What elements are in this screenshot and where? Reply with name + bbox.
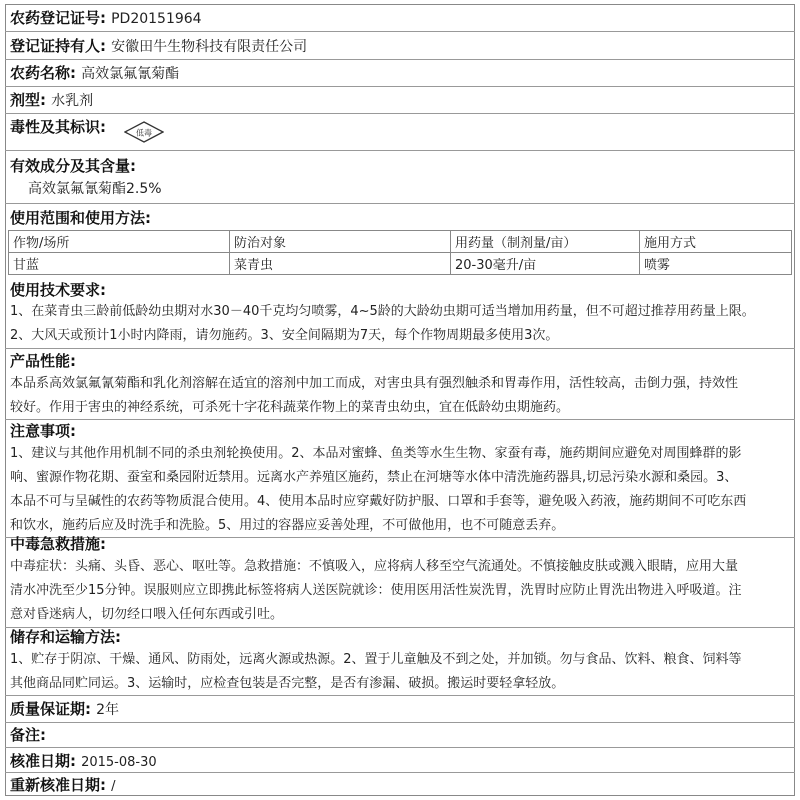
re-approval-date-value: / bbox=[111, 779, 116, 794]
precautions-body bbox=[10, 442, 790, 538]
divider bbox=[5, 86, 795, 87]
shelf-life-label: 质量保证期: bbox=[10, 700, 91, 718]
ingredient-value: 高效氯氟氰菊酯2.5% bbox=[28, 181, 162, 197]
divider bbox=[5, 31, 795, 32]
ingredient-header bbox=[10, 155, 790, 176]
usage-table-header-row bbox=[9, 231, 792, 253]
usage-col-crop: 作物/场所 bbox=[9, 231, 230, 253]
remarks-label: 备注: bbox=[10, 726, 46, 744]
formulation-label: 剂型: bbox=[10, 91, 46, 109]
usage-header bbox=[10, 207, 790, 228]
performance-label: 产品性能: bbox=[10, 352, 76, 370]
storage-line: 1、贮存于阴凉、干燥、通风、防雨处，远离火源或热源。2、置于儿童触及不到之处，并加锁。勿与食品、饮料、粮食、饲料等 bbox=[10, 652, 742, 667]
remarks-row bbox=[10, 724, 790, 745]
divider bbox=[5, 722, 795, 723]
tech-body bbox=[10, 300, 790, 348]
first-aid-label: 中毒急救措施: bbox=[10, 535, 106, 553]
usage-table bbox=[8, 230, 792, 275]
usage-cell-crop: 甘蓝 bbox=[9, 253, 230, 275]
precautions-line: 和饮水，施药后应及时洗手和洗脸。5、用过的容器应妥善处理，不可做他用，也不可随意丢弃。 bbox=[10, 518, 565, 533]
tech-line: 2、大风天或预计1小时内降雨，请勿施药。3、安全间隔期为7天，每个作物周期最多使用3次。 bbox=[10, 328, 559, 343]
approval-date-label: 核准日期: bbox=[10, 752, 76, 770]
first-aid-line: 清水冲洗至少15分钟。误服则应立即携此标签将病人送医院就诊：使用医用活性炭洗胃，洗胃时应防止胃洗出物进入呼吸道。注 bbox=[10, 583, 742, 598]
usage-col-target: 防治对象 bbox=[230, 231, 451, 253]
performance-header bbox=[10, 350, 790, 371]
ingredient-value-row bbox=[28, 178, 790, 198]
reg-no-row bbox=[10, 7, 790, 28]
ingredient-label: 有效成分及其含量: bbox=[10, 157, 136, 175]
holder-label: 登记证持有人: bbox=[10, 37, 106, 55]
divider bbox=[5, 113, 795, 114]
re-approval-date-row bbox=[10, 774, 790, 795]
divider bbox=[5, 59, 795, 60]
reg-no-value: PD20151964 bbox=[111, 11, 202, 27]
storage-line: 其他商品同贮同运。3、运输时，应检查包装是否完整，是否有渗漏、破损。搬运时要轻拿轻放。 bbox=[10, 676, 565, 691]
tech-label: 使用技术要求: bbox=[10, 281, 106, 299]
first-aid-body bbox=[10, 555, 790, 627]
usage-cell-target: 菜青虫 bbox=[230, 253, 451, 275]
toxicity-badge-text: 低毒 bbox=[136, 128, 152, 138]
usage-col-method: 施用方式 bbox=[640, 231, 792, 253]
precautions-label: 注意事项: bbox=[10, 422, 76, 440]
usage-cell-method: 喷雾 bbox=[640, 253, 792, 275]
divider bbox=[5, 772, 795, 773]
first-aid-header bbox=[10, 533, 790, 554]
shelf-life-value: 2年 bbox=[96, 702, 120, 718]
approval-date-value: 2015-08-30 bbox=[81, 755, 157, 770]
storage-header bbox=[10, 626, 790, 647]
holder-row bbox=[10, 35, 790, 56]
divider bbox=[5, 150, 795, 151]
performance-body bbox=[10, 372, 790, 420]
performance-line: 本品系高效氯氟氰菊酯和乳化剂溶解在适宜的溶剂中加工而成，对害虫具有强烈触杀和胃毒作用，活性较高，击倒力强，持效性 bbox=[10, 376, 739, 391]
precautions-header bbox=[10, 420, 790, 441]
divider bbox=[5, 747, 795, 748]
pesticide-name-value: 高效氯氟氰菊酯 bbox=[81, 66, 180, 82]
re-approval-date-label: 重新核准日期: bbox=[10, 776, 106, 794]
divider bbox=[5, 203, 795, 204]
low-toxicity-diamond-icon bbox=[124, 121, 164, 143]
formulation-row bbox=[10, 89, 790, 110]
precautions-line: 本品不可与呈碱性的农药等物质混合使用。4、使用本品时应穿戴好防护服、口罩和手套等，避免吸入药液，施药期间不可吃东西 bbox=[10, 494, 747, 509]
divider bbox=[5, 695, 795, 696]
storage-label: 储存和运输方法: bbox=[10, 628, 121, 646]
holder-value: 安徽田牛生物科技有限责任公司 bbox=[111, 39, 308, 55]
precautions-line: 响、蜜源作物花期、蚕室和桑园附近禁用。远离水产养殖区施药，禁止在河塘等水体中清洗施药器具,切忌污染水源和桑园。3、 bbox=[10, 470, 738, 485]
performance-line: 较好。作用于害虫的神经系统，可杀死十字花科蔬菜作物上的菜青虫幼虫，宜在低龄幼虫期施药。 bbox=[10, 400, 570, 415]
tech-line: 1、在菜青虫三龄前低龄幼虫期对水30－40千克均匀喷雾，4~5龄的大龄幼虫期可适当增加用药量，但不可超过推荐用药量上限。 bbox=[10, 304, 755, 319]
usage-col-dosage: 用药量（制剂量/亩） bbox=[451, 231, 640, 253]
tech-header bbox=[10, 279, 790, 300]
divider bbox=[5, 348, 795, 349]
storage-body bbox=[10, 648, 790, 696]
usage-label: 使用范围和使用方法: bbox=[10, 209, 151, 227]
first-aid-line: 意对昏迷病人，切勿经口喂入任何东西或引吐。 bbox=[10, 607, 284, 622]
reg-no-label: 农药登记证号: bbox=[10, 9, 106, 27]
approval-date-row bbox=[10, 750, 790, 771]
precautions-line: 1、建议与其他作用机制不同的杀虫剂轮换使用。2、本品对蜜蜂、鱼类等水生生物、家蚕有毒，施药期间应避免对周围蜂群的影 bbox=[10, 446, 742, 461]
pesticide-name-row bbox=[10, 62, 790, 83]
shelf-life-row bbox=[10, 698, 790, 719]
first-aid-line: 中毒症状：头痛、头昏、恶心、呕吐等。急救措施：不慎吸入，应将病人移至空气流通处。不慎接触皮肤或溅入眼睛，应用大量 bbox=[10, 559, 739, 574]
toxicity-label: 毒性及其标识: bbox=[10, 118, 106, 136]
usage-cell-dosage: 20-30毫升/亩 bbox=[451, 253, 640, 275]
pesticide-name-label: 农药名称: bbox=[10, 64, 76, 82]
table-row bbox=[9, 253, 792, 275]
formulation-value: 水乳剂 bbox=[51, 93, 94, 109]
